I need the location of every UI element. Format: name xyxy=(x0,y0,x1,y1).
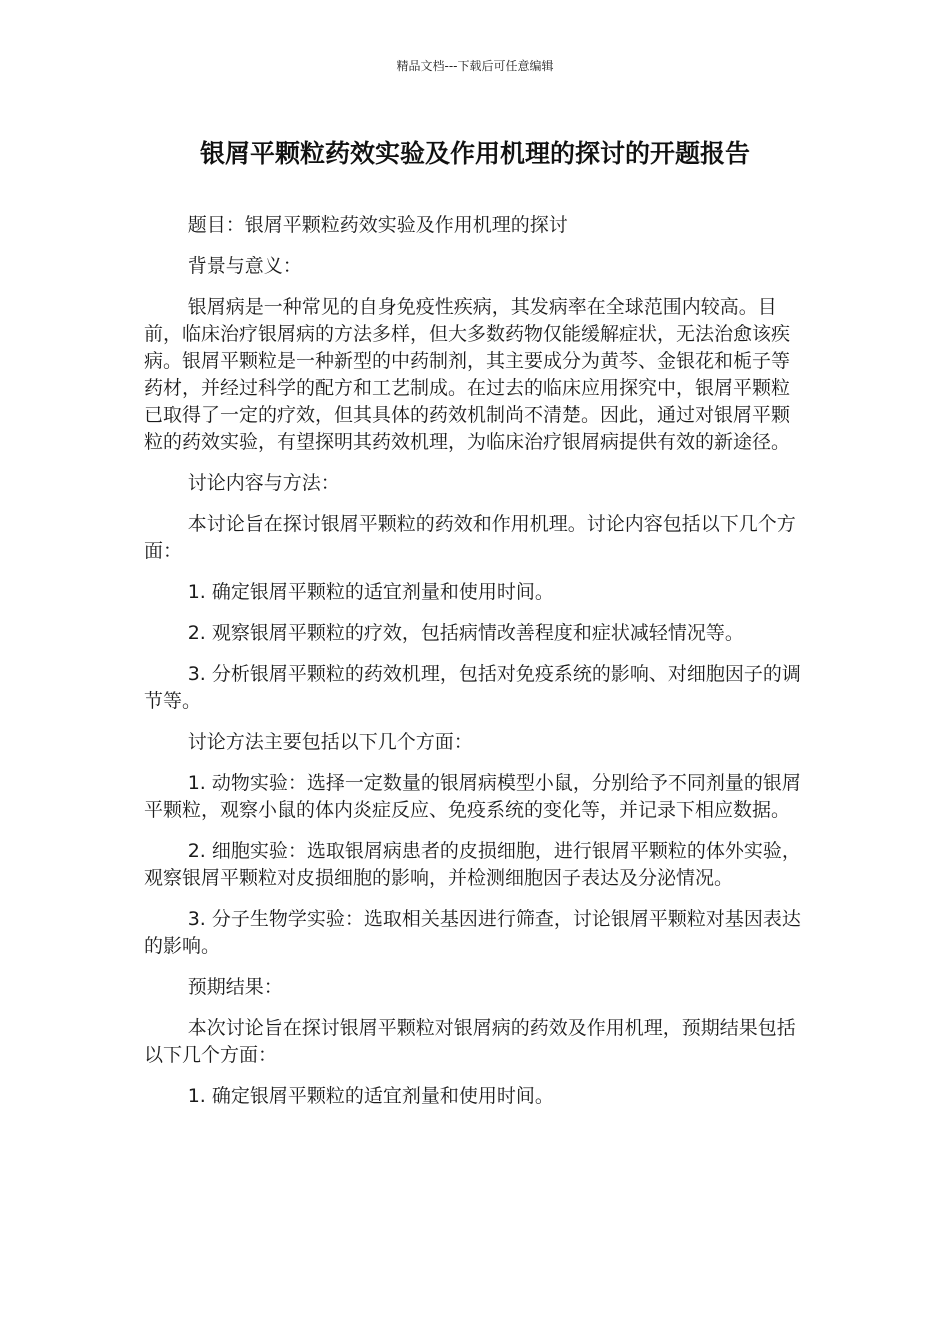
document-title: 银屑平颗粒药效实验及作用机理的探讨的开题报告 xyxy=(199,139,750,168)
list-item-content-1: 1. 确定银屑平颗粒的适宜剂量和使用时间。 xyxy=(187,581,554,603)
section-heading-methods: 讨论方法主要包括以下几个方面： xyxy=(187,731,473,753)
section-heading-content-methods: 讨论内容与方法： xyxy=(187,472,340,494)
list-item-method-1: 1. 动物实验：选择一定数量的银屑病模型小鼠，分别给予不同剂量的银屑平颗粒，观察小鼠的体内炎症反应、免疫系统的变化等，并记录下相应数据。 xyxy=(144,772,801,821)
header-note: 精品文档---下载后可任意编辑 xyxy=(396,59,554,73)
paragraph-content-intro: 本讨论旨在探讨银屑平颗粒的药效和作用机理。讨论内容包括以下几个方面： xyxy=(144,513,796,562)
paragraph-topic: 题目：银屑平颗粒药效实验及作用机理的探讨 xyxy=(187,214,568,236)
list-item-content-2: 2. 观察银屑平颗粒的疗效，包括病情改善程度和症状减轻情况等。 xyxy=(187,622,744,644)
paragraph-background: 银屑病是一种常见的自身免疫性疾病，其发病率在全球范围内较高。目前，临床治疗银屑病的方法多样，但大多数药物仅能缓解症状，无法治愈该疾病。银屑平颗粒是一种新型的中药制剂，其主要成分为黄芩、金银花和栀子等药材，并经过科学的配方和工艺制成。在过去的临床应用探究中，银屑平颗粒已取得了一定的疗效，但其具体的药效机制尚不清楚。因此，通过对银屑平颗粒的药效实验，有望探明其药效机理，为临床治疗银屑病提供有效的新途径。 xyxy=(144,296,791,453)
list-item-method-3: 3. 分子生物学实验：选取相关基因进行筛查，讨论银屑平颗粒对基因表达的影响。 xyxy=(144,908,801,957)
section-heading-background: 背景与意义： xyxy=(187,255,302,277)
list-item-expected-1: 1. 确定银屑平颗粒的适宜剂量和使用时间。 xyxy=(187,1085,554,1107)
list-item-content-3: 3. 分析银屑平颗粒的药效机理，包括对免疫系统的影响、对细胞因子的调节等。 xyxy=(144,663,801,712)
section-heading-expected-results: 预期结果： xyxy=(187,976,283,998)
document-body xyxy=(144,212,808,1124)
list-item-method-2: 2. 细胞实验：选取银屑病患者的皮损细胞，进行银屑平颗粒的体外实验，观察银屑平颗粒对皮损细胞的影响，并检测细胞因子表达及分泌情况。 xyxy=(144,840,801,889)
paragraph-expected-intro: 本次讨论旨在探讨银屑平颗粒对银屑病的药效及作用机理，预期结果包括以下几个方面： xyxy=(144,1017,796,1066)
